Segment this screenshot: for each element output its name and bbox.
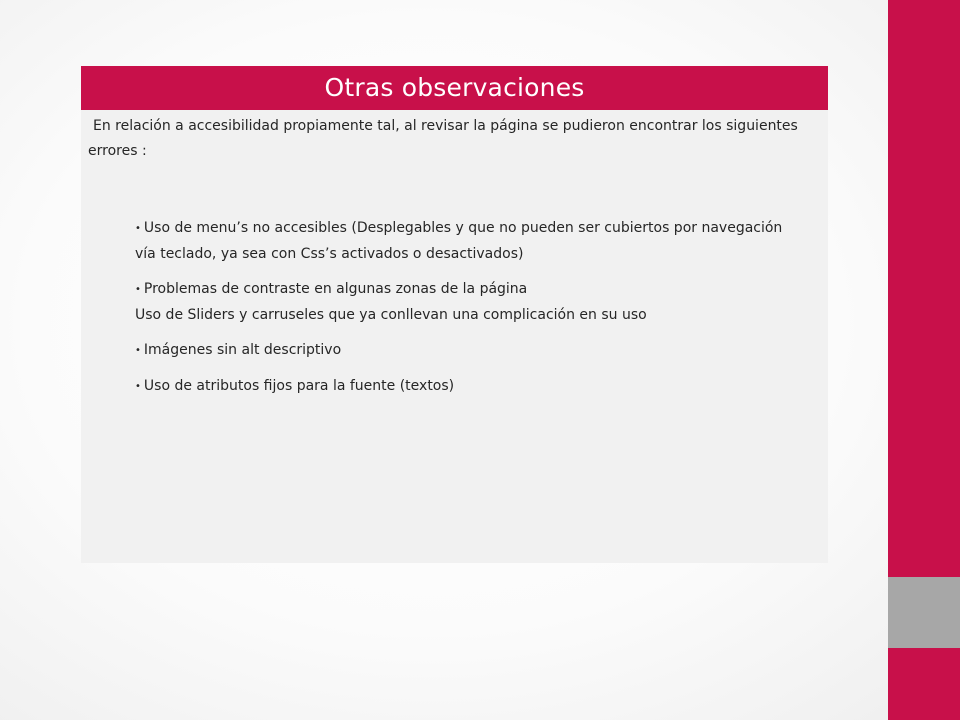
list-item: [135, 216, 795, 267]
error-list: [135, 216, 795, 410]
list-item: [135, 277, 795, 328]
list-item-text-continuation: Uso de Sliders y carruseles que ya conllevan una complicación en su uso: [135, 307, 647, 323]
list-item-text: Imágenes sin alt descriptivo: [143, 342, 342, 358]
side-accent-bar-bottom: [888, 648, 960, 720]
intro-paragraph: En relación a accesibilidad propiamente tal, al revisar la página se pudieron encontrar los siguientes errores :: [88, 118, 798, 159]
side-accent-bar-top: [888, 0, 960, 577]
bullet-icon: •: [135, 381, 141, 392]
bullet-icon: •: [135, 284, 141, 295]
bullet-icon: •: [135, 223, 141, 234]
side-accent-bar-gray: [888, 577, 960, 648]
list-item: [135, 338, 795, 364]
list-item-text: Uso de menu’s no accesibles (Desplegables y que no pueden ser cubiertos por navegación vía teclado, ya sea con Css’s activados o desactivados): [135, 220, 783, 262]
slide-content-panel: [81, 66, 828, 563]
slide-title: Otras observaciones: [81, 66, 828, 110]
list-item: [135, 374, 795, 400]
list-item-text: Uso de atributos fijos para la fuente (textos): [143, 378, 455, 394]
list-item-text: Problemas de contraste en algunas zonas de la página: [143, 281, 528, 297]
bullet-icon: •: [135, 345, 141, 356]
